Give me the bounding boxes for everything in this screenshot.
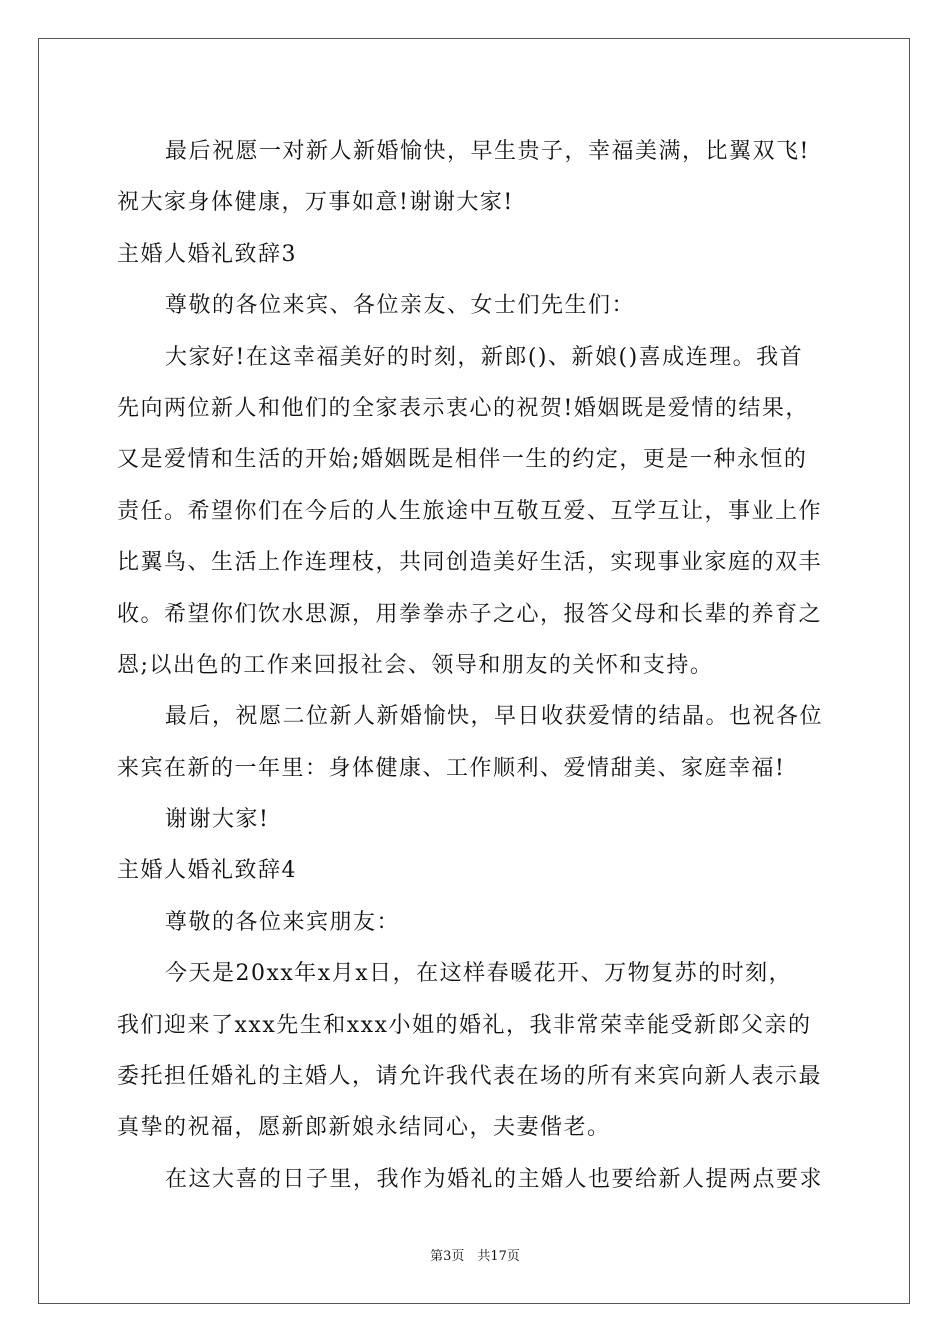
text-line: 比翼鸟、生活上作连理枝，共同创造美好生活，实现事业家庭的双丰 xyxy=(117,550,823,576)
text-line: 在这大喜的日子里，我作为婚礼的主婚人也要给新人提两点要求 xyxy=(165,1166,824,1192)
text-line: 真挚的祝福，愿新郎新娘永结同心，夫妻偕老。 xyxy=(117,1115,611,1141)
text-line: 先向两位新人和他们的全家表示衷心的祝贺!婚姻既是爱情的结果， xyxy=(117,395,809,421)
text-line: 尊敬的各位来宾朋友： xyxy=(165,909,401,935)
text-line: 今天是20xx年x月x日，在这样春暖花开、万物复苏的时刻， xyxy=(165,961,793,987)
text-line: 尊敬的各位来宾、各位亲友、女士们先生们： xyxy=(165,293,636,319)
text-line: 收。希望你们饮水思源，用拳拳赤子之心，报答父母和长辈的养育之 xyxy=(117,601,823,627)
text-line: 委托担任婚礼的主婚人，请允许我代表在场的所有来宾向新人表示最 xyxy=(117,1064,823,1090)
text-line: 来宾在新的一年里：身体健康、工作顺利、爱情甜美、家庭幸福! xyxy=(117,755,786,781)
text-line: 恩;以出色的工作来回报社会、领导和朋友的关怀和支持。 xyxy=(117,652,714,678)
text-line: 又是爱情和生活的开始;婚姻既是相伴一生的约定，更是一种永恒的 xyxy=(117,447,808,473)
section-heading: 主婚人婚礼致辞4 xyxy=(117,858,297,884)
page-number-footer: 第3页 共17页 xyxy=(430,1249,520,1264)
document-body xyxy=(117,126,837,1205)
text-line: 最后，祝愿二位新人新婚愉快，早日收获爱情的结晶。也祝各位 xyxy=(165,704,824,730)
text-line: 谢谢大家! xyxy=(165,807,270,833)
section-heading: 主婚人婚礼致辞3 xyxy=(117,241,297,267)
text-line: 大家好!在这幸福美好的时刻，新郎()、新娘()喜成连理。我首 xyxy=(165,344,804,370)
text-line: 祝大家身体健康，万事如意!谢谢大家! xyxy=(117,190,514,216)
text-line: 我们迎来了xxx先生和xxx小姐的婚礼，我非常荣幸能受新郎父亲的 xyxy=(117,1012,812,1038)
text-line: 最后祝愿一对新人新婚愉快，早生贵子，幸福美满，比翼双飞! xyxy=(165,139,810,164)
text-line: 责任。希望你们在今后的人生旅途中互敬互爱、互学互让，事业上作 xyxy=(117,498,823,524)
